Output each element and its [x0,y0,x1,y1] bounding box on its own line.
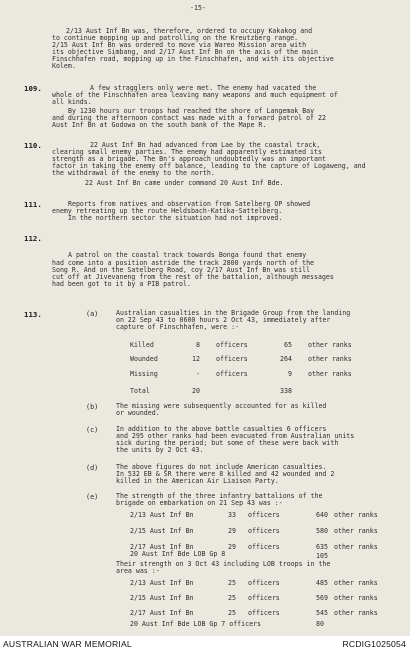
text-line: or wounded. [116,409,160,417]
text-line: cut off at Jivevaneng from the rest of the battalion, although messages [52,273,334,281]
text-line: Their strength on 3 Oct 43 including LOB troops in the [116,560,331,568]
footer-record-id: RCDIG1025054 [342,639,406,649]
unit-name: 2/15 Aust Inf Bn [130,594,194,602]
other-ranks-word: other ranks [334,511,378,519]
paragraph-number: 109. [24,84,42,93]
officer-word: officers [248,594,280,602]
text-line: capture of Finschhafen, were :- [116,323,240,331]
row-category: Missing [130,370,158,378]
officer-count: 12 [192,355,200,363]
text-line: Reports from natives and observation from Satelberg OP showed [68,200,311,208]
officer-word: officers [248,511,280,519]
other-ranks-word: other ranks [334,594,378,602]
lob-note: 20 Aust Inf Bde LOB Gp 7 officers [130,620,262,628]
other-ranks-word: other ranks [308,370,352,378]
other-ranks-count: 545 [316,609,328,617]
other-ranks-word: other ranks [334,543,378,551]
archive-footer [0,636,410,654]
row-category: Wounded [130,355,158,363]
text-line: 2/15 Aust Inf Bn was ordered to move via Wareo Mission area with [52,41,307,49]
text-line: the withdrawal of the enemy to the north. [52,169,215,177]
text-line: Kolem. [52,62,76,70]
text-line: 22 Aust Inf Bn came under command 20 Aust Inf Bde. [85,179,284,187]
officer-count: 20 [192,387,200,395]
text-line: sick during the period; but some of these were back with [116,439,339,447]
officer-count: 29 [228,543,236,551]
text-line: In addition to the above battle casualties 6 officers [116,425,327,433]
text-line: The above figures do not include American casualties. [116,463,327,471]
page-number: -15- [190,4,206,12]
other-ranks-word: other ranks [334,527,378,535]
officer-count: 8 [196,341,200,349]
text-line: clearing small enemy parties. The enemy had apparently estimated its [52,148,322,156]
text-line: A patrol on the coastal track towards Bonga found that enemy [68,251,307,259]
text-line: The missing were subsequently accounted for as killed [116,402,327,410]
other-ranks-count: 635 [316,543,328,551]
text-line: The strength of the three infantry battalions of the [116,492,323,500]
other-ranks-count: 65 [284,341,292,349]
text-line: area was :- [116,567,160,575]
item-label-c: (c) [86,426,99,434]
paragraph-number: 111. [24,200,42,209]
unit-name: 2/17 Aust Inf Bn [130,609,194,617]
text-line: had been got to it by a PIB patrol. [52,280,191,288]
text-line: A few stragglers only were met. The enemy had vacated the [90,84,317,92]
text-line: and during the afternoon contact was made with a forward patrol of 22 [52,114,326,122]
item-label-a: (a) [86,310,99,318]
officer-word: officers [248,579,280,587]
officer-count: 33 [228,511,236,519]
paragraph-number: 110. [24,141,42,150]
text-line: brigade on embarkation on 21 Sep 43 was :- [116,499,283,507]
text-line: the units by 2 Oct 43. [116,446,204,454]
other-ranks-count: 9 [288,370,292,378]
item-label-e: (e) [86,493,99,501]
officer-word: officers [248,543,280,551]
officer-count: 25 [228,594,236,602]
unit-name: 2/13 Aust Inf Bn [130,511,194,519]
officer-word: officers [216,370,248,378]
paragraph-number: 112. [24,234,42,243]
unit-name: 2/13 Aust Inf Bn [130,579,194,587]
officer-count: 29 [228,527,236,535]
other-ranks-word: other ranks [334,579,378,587]
other-ranks-count: 569 [316,594,328,602]
text-line: factor in taking the enemy off balance, leading to the capture of Logaweng, and [52,162,366,170]
item-label-d: (d) [86,464,99,472]
other-ranks-word: other ranks [334,609,378,617]
text-line: Finschhafen road, mopping up in the Finschhafen, and with its objective [52,55,334,63]
text-line: 22 Aust Inf Bn had advanced from Lae by the coastal track, [90,141,321,149]
row-category: Total [130,387,150,395]
officer-word: officers [216,341,248,349]
lob-note-tail: 80 [316,620,324,628]
officer-word: officers [216,355,248,363]
text-line: killed in the American Air Liaison Party. [116,477,279,485]
text-line: 2/13 Aust Inf Bn was, therefore, ordered to occupy Kakakog and [66,27,313,35]
unit-name: 2/17 Aust Inf Bn [130,543,194,551]
text-line: to continue mopping up and patrolling on the Kreutzberg range. [52,34,299,42]
text-line: all kinds. [52,98,92,106]
officer-count: 25 [228,609,236,617]
text-line: By 1230 hours our troops had reached the shore of Langemak Bay [68,107,315,115]
text-line: on 22 Sep 43 to 0600 hours 2 Oct 43, immediately after [116,316,331,324]
officer-count: 25 [228,579,236,587]
officer-word: officers [248,609,280,617]
unit-name: 2/15 Aust Inf Bn [130,527,194,535]
other-ranks-count: 640 [316,511,328,519]
other-ranks-count: 264 [280,355,292,363]
text-line: enemy retreating up the route Heldsbach-Katika-Sattelberg. [52,207,283,215]
text-line: In the northern sector the situation had not improved. [68,214,283,222]
text-line: had come into a position astride the track 2800 yards north of the [52,259,315,267]
other-ranks-count: 485 [316,579,328,587]
text-line: Aust Inf Bn at Godowa on the south bank of the Mape R. [52,121,267,129]
other-ranks-count: 338 [280,387,292,395]
lob-note-tail: 105 [316,552,328,560]
text-line: whole of the Finschhafen area leaving many weapons and much equipment of [52,91,338,99]
text-line: and 295 other ranks had been evacuated from Australian units [116,432,355,440]
other-ranks-word: other ranks [308,341,352,349]
officer-word: officers [248,527,280,535]
text-line: In 532 EB & SR there were 8 killed and 42 wounded and 2 [116,470,335,478]
text-line: Australian casualties in the Brigade Group from the landing [116,309,351,317]
text-line: its objective Simbang, and 2/17 Aust Inf Bn on the axis of the main [52,48,318,56]
lob-note: 20 Aust Inf Bde LOB Gp 8 [130,550,226,558]
row-category: Killed [130,341,154,349]
other-ranks-word: other ranks [308,355,352,363]
item-label-b: (b) [86,403,99,411]
other-ranks-count: 580 [316,527,328,535]
paragraph-number: 113. [24,310,42,319]
text-line: strength as a brigade. The Bn's approach undoubtedly was an important [52,155,326,163]
footer-institution: AUSTRALIAN WAR MEMORIAL [3,639,132,649]
officer-count: - [196,370,200,378]
text-line: Song R. And on the Satelberg Road, coy 2/17 Aust Inf Bn was still [52,266,311,274]
